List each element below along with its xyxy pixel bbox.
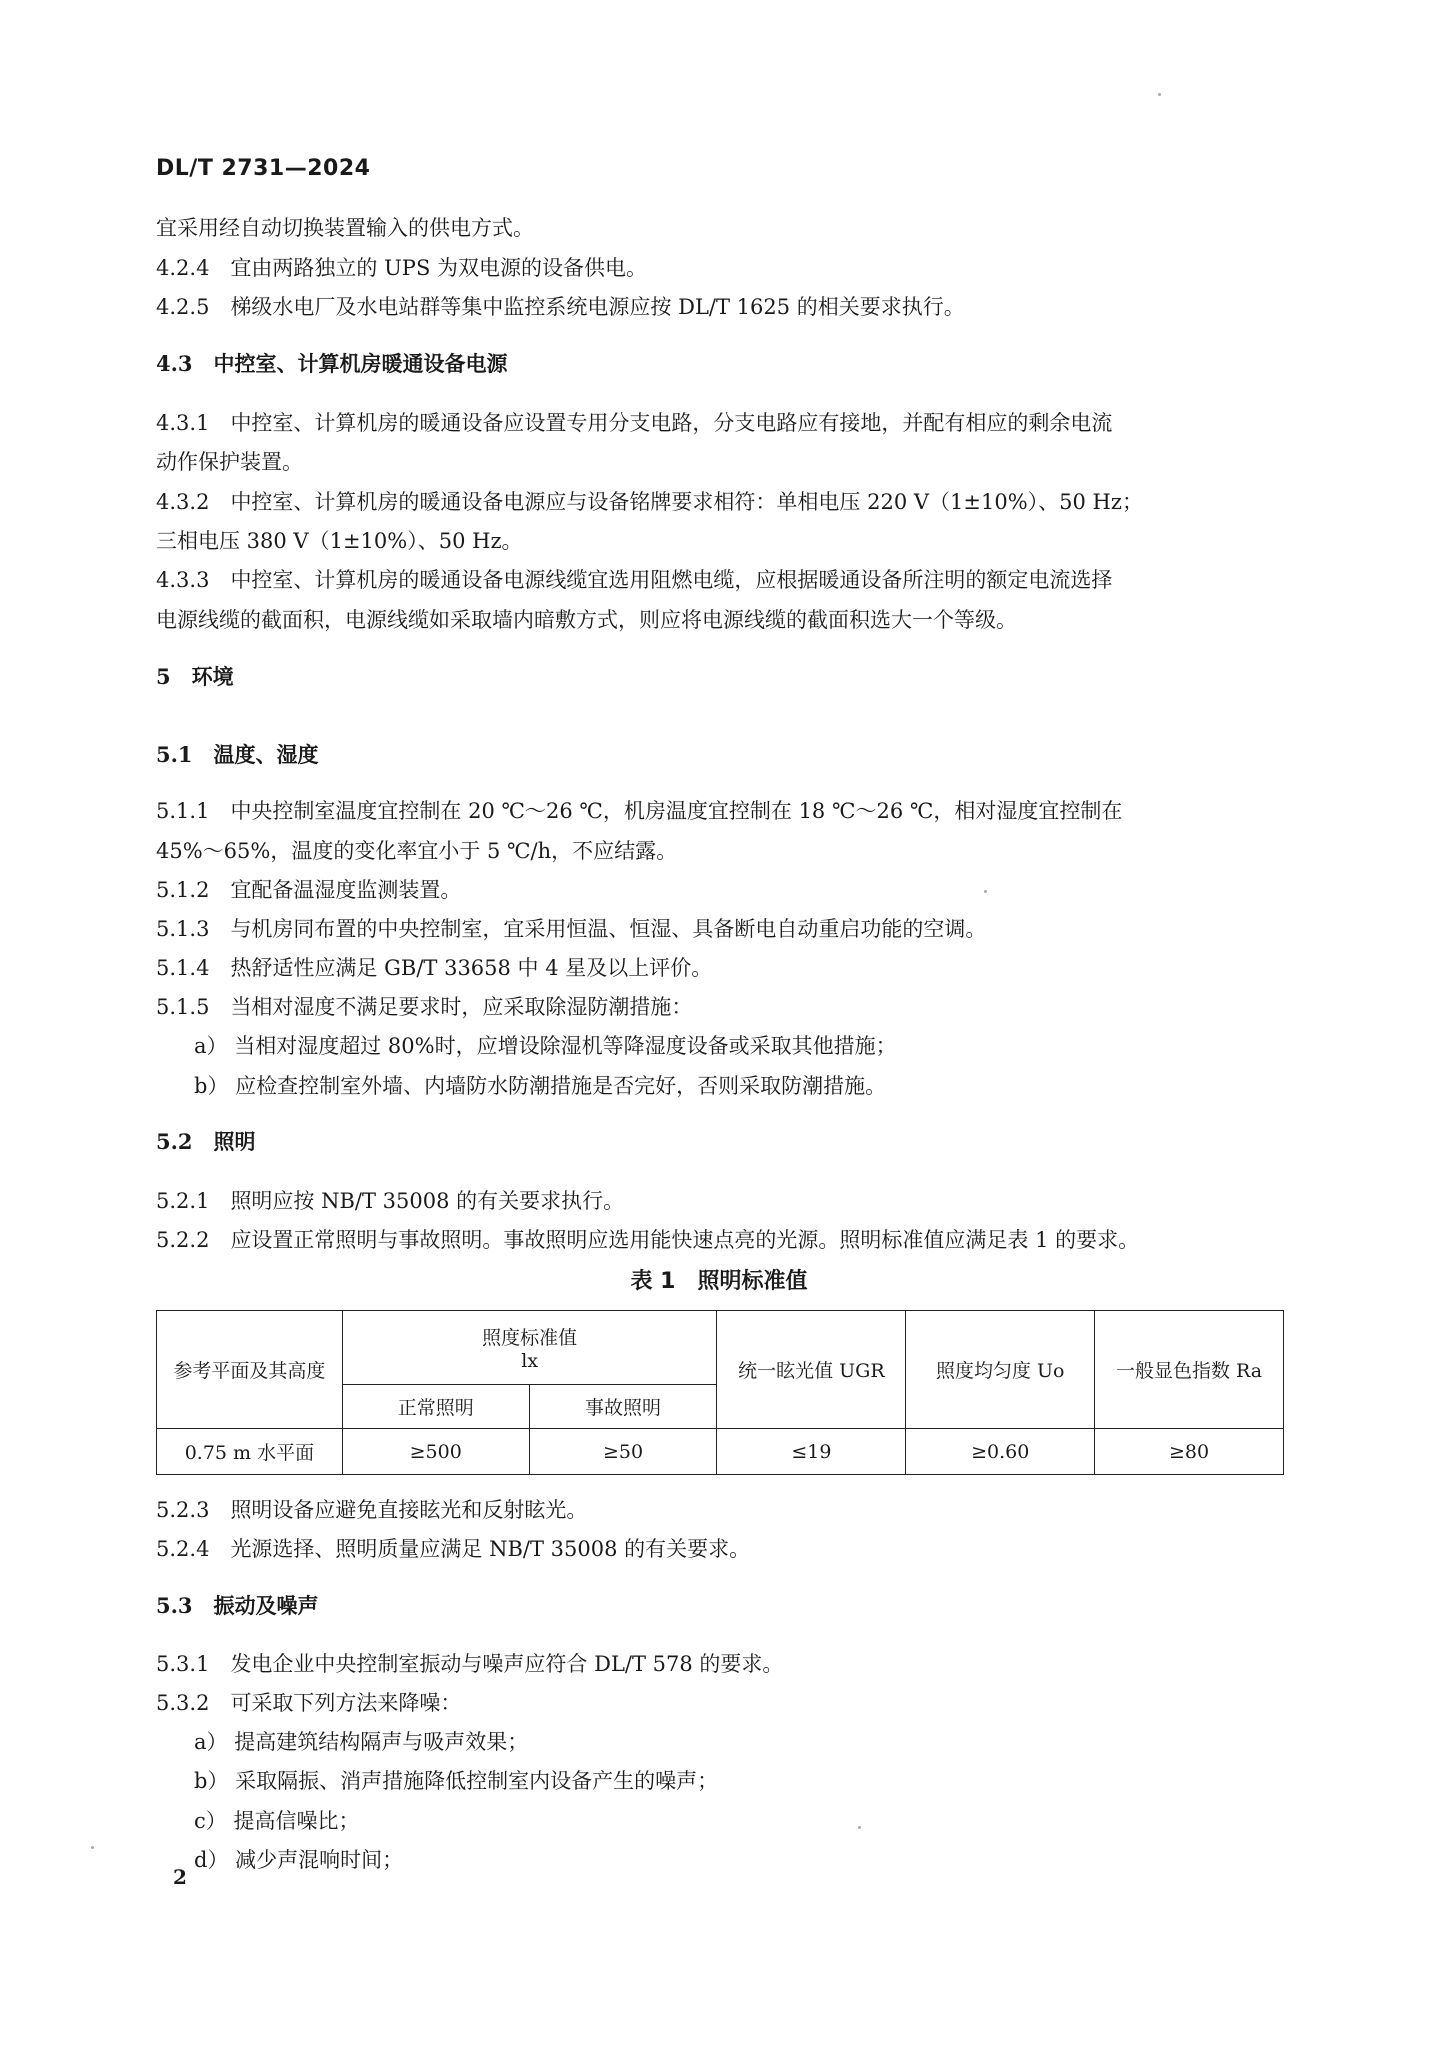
header-illuminance-unit: lx <box>521 1350 539 1372</box>
header-uniformity: 照度均匀度 Uo <box>906 1311 1095 1429</box>
list-item: b） 应检查控制室外墙、内墙防水防潮措施是否完好，否则采取防潮措施。 <box>194 1074 887 1098</box>
clause-5-2-2: 5.2.2 应设置正常照明与事故照明。事故照明应选用能快速点亮的光源。照明标准值应满足表 1 的要求。 <box>156 1228 1140 1252</box>
clause-5-1-4: 5.1.4 热舒适性应满足 GB/T 33658 中 4 星及以上评价。 <box>156 956 713 980</box>
scan-speck <box>858 1826 861 1829</box>
table-row <box>157 1429 1284 1475</box>
clause-5-1-1: 5.1.1 中央控制室温度宜控制在 20 ℃～26 ℃，机房温度宜控制在 18 ℃～26 ℃，相对湿度宜控制在 <box>156 799 1123 823</box>
clause-4-3-2: 4.3.2 中控室、计算机房的暖通设备电源应与设备铭牌要求相符：单相电压 220 V（1±10%）、50 Hz； <box>156 490 1143 514</box>
clause-5-1-2: 5.1.2 宜配备温湿度监测装置。 <box>156 878 462 902</box>
list-item: b） 采取隔振、消声措施降低控制室内设备产生的噪声； <box>194 1769 719 1793</box>
section-heading-4-3: 4.3 中控室、计算机房暖通设备电源 <box>156 351 508 376</box>
list-item: a） 当相对湿度超过 80%时，应增设除湿机等降湿度设备或采取其他措施； <box>194 1034 897 1058</box>
clause-4-2-5: 4.2.5 梯级水电厂及水电站群等集中监控系统电源应按 DL/T 1625 的相关要求执行。 <box>156 295 965 319</box>
paragraph-line: 三相电压 380 V（1±10%）、50 Hz。 <box>156 529 523 553</box>
clause-5-1-5: 5.1.5 当相对湿度不满足要求时，应采取除湿防潮措施： <box>156 995 693 1019</box>
paragraph-line: 45%～65%，温度的变化率宜小于 5 ℃/h，不应结露。 <box>156 839 678 863</box>
header-illuminance <box>342 1311 717 1385</box>
clause-5-3-2: 5.3.2 可采取下列方法来降噪： <box>156 1691 462 1715</box>
clause-4-2-4: 4.2.4 宜由两路独立的 UPS 为双电源的设备供电。 <box>156 256 648 280</box>
header-emergency-lighting: 事故照明 <box>529 1385 717 1429</box>
header-ra: 一般显色指数 Ra <box>1095 1311 1284 1429</box>
scan-speck <box>984 890 987 893</box>
list-item: c） 提高信噪比； <box>194 1809 360 1833</box>
document-header: DL/T 2731—2024 <box>156 156 371 181</box>
scan-speck <box>91 1846 94 1849</box>
header-reference-plane: 参考平面及其高度 <box>157 1311 343 1429</box>
clause-5-2-1: 5.2.1 照明应按 NB/T 35008 的有关要求执行。 <box>156 1189 625 1213</box>
clause-5-2-3: 5.2.3 照明设备应避免直接眩光和反射眩光。 <box>156 1498 588 1522</box>
section-heading-5-1: 5.1 温度、湿度 <box>156 742 319 767</box>
paragraph-line: 宜采用经自动切换装置输入的供电方式。 <box>156 216 534 240</box>
list-item: d） 减少声混响时间； <box>194 1848 404 1872</box>
cell-uo: ≥0.60 <box>906 1429 1095 1475</box>
section-heading-5-3: 5.3 振动及噪声 <box>156 1593 319 1618</box>
cell-emergency: ≥50 <box>529 1429 717 1475</box>
clause-5-3-1: 5.3.1 发电企业中央控制室振动与噪声应符合 DL/T 578 的要求。 <box>156 1652 784 1676</box>
clause-4-3-3: 4.3.3 中控室、计算机房的暖通设备电源线缆宜选用阻燃电缆，应根据暖通设备所注明的额定电流选择 <box>156 568 1113 592</box>
cell-plane: 0.75 m 水平面 <box>157 1429 343 1475</box>
table-caption: 表 1 照明标准值 <box>630 1269 808 1294</box>
cell-normal: ≥500 <box>342 1429 529 1475</box>
header-ugr: 统一眩光值 UGR <box>717 1311 906 1429</box>
clause-4-3-1: 4.3.1 中控室、计算机房的暖通设备应设置专用分支电路，分支电路应有接地，并配有相应的剩余电流 <box>156 411 1113 435</box>
list-item: a） 提高建筑结构隔声与吸声效果； <box>194 1730 529 1754</box>
paragraph-line: 动作保护装置。 <box>156 450 303 474</box>
clause-5-2-4: 5.2.4 光源选择、照明质量应满足 NB/T 35008 的有关要求。 <box>156 1537 751 1561</box>
illuminance-table <box>156 1310 1284 1475</box>
section-heading-5-2: 5.2 照明 <box>156 1129 256 1154</box>
cell-ra: ≥80 <box>1095 1429 1284 1475</box>
header-illuminance-label: 照度标准值 <box>482 1327 578 1349</box>
clause-5-1-3: 5.1.3 与机房同布置的中央控制室，宜采用恒温、恒湿、具备断电自动重启功能的空调。 <box>156 917 987 941</box>
paragraph-line: 电源线缆的截面积，电源线缆如采取墙内暗敷方式，则应将电源线缆的截面积选大一个等级。 <box>156 608 1017 632</box>
header-normal-lighting: 正常照明 <box>342 1385 529 1429</box>
cell-ugr: ≤19 <box>717 1429 906 1475</box>
page-number: 2 <box>173 1865 187 1889</box>
chapter-heading-5: 5 环境 <box>156 664 234 689</box>
scan-speck <box>1158 93 1161 96</box>
